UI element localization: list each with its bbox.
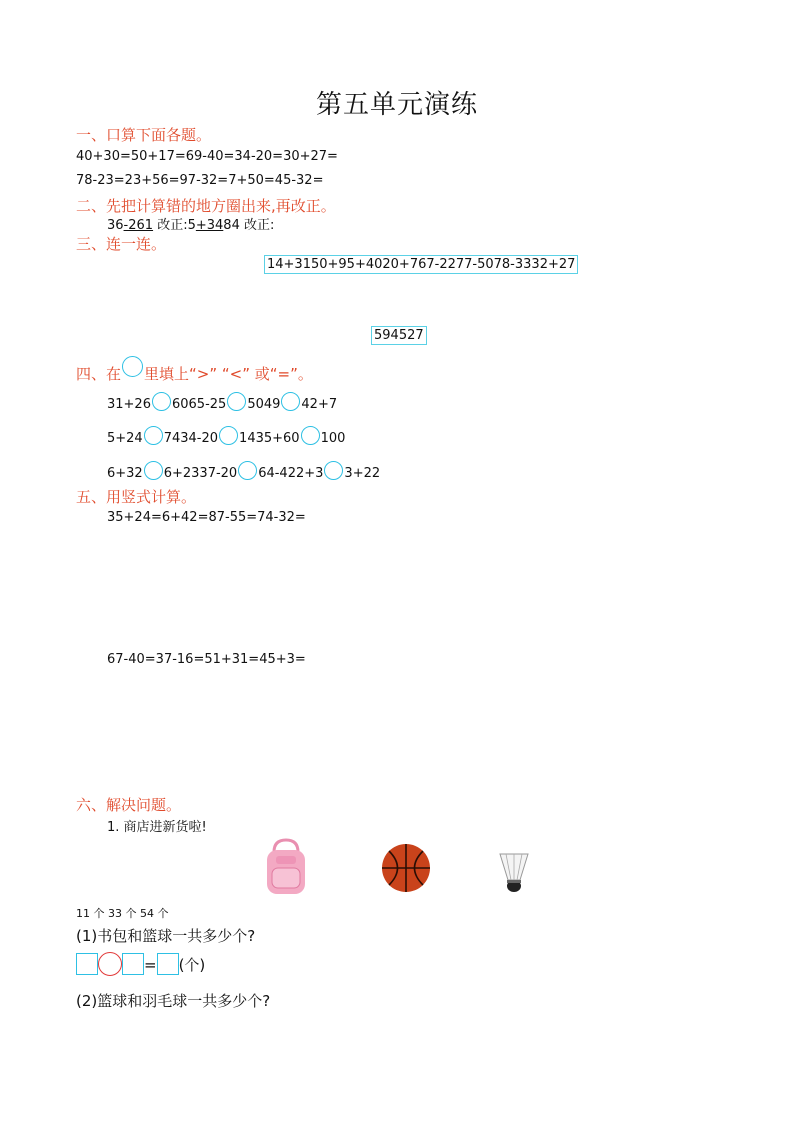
unit-label: (个)	[178, 956, 206, 974]
operator-circle-input[interactable]	[98, 952, 122, 976]
compare-item: 100	[320, 431, 346, 446]
oral-calc-line-2: 78-23=23+56=97-32=7+50=45-32=	[76, 173, 324, 188]
answer-equation	[76, 952, 205, 976]
schoolbag-icon	[262, 838, 310, 896]
question-1: 1. 商店进新货啦!	[107, 820, 207, 835]
compare-row-3	[107, 461, 380, 481]
sub-question-1: (1)书包和篮球一共多少个?	[76, 927, 256, 945]
circle-placeholder-icon	[122, 356, 143, 377]
section-2-heading: 二、先把计算错的地方圈出来,再改正。	[76, 197, 336, 215]
vertical-calc-line-2: 67-40=37-16=51+31=45+3=	[107, 652, 306, 667]
compare-item: 1435+60	[239, 431, 300, 446]
compare-circle-input[interactable]	[144, 426, 163, 445]
shuttlecock-icon	[496, 850, 532, 894]
match-top-box: 14+3150+95+4020+767-2277-5078-3332+27	[264, 255, 578, 274]
compare-circle-input[interactable]	[227, 392, 246, 411]
answer-box[interactable]	[157, 953, 179, 975]
compare-item: 5049	[247, 397, 281, 412]
page-title: 第五单元演练	[315, 90, 478, 120]
compare-item: 64-422+3	[258, 466, 324, 481]
section-4-heading-post: 里填上“>” “<” 或“=”。	[144, 365, 313, 383]
correction-line	[107, 214, 274, 233]
section-5-heading: 五、用竖式计算。	[76, 488, 197, 506]
compare-row-1	[107, 392, 337, 412]
section-1-heading: 一、口算下面各题。	[76, 126, 212, 144]
oral-calc-line-1: 40+30=50+17=69-40=34-20=30+27=	[76, 149, 338, 164]
compare-circle-input[interactable]	[144, 461, 163, 480]
compare-item: 7434-20	[163, 431, 219, 446]
correction-num-1: 36	[107, 218, 124, 233]
basketball-icon	[380, 842, 432, 894]
compare-item: 3+22	[344, 466, 381, 481]
compare-circle-input[interactable]	[219, 426, 238, 445]
compare-item: 6065-25	[171, 397, 227, 412]
sub-question-2: (2)篮球和羽毛球一共多少个?	[76, 992, 271, 1010]
correction-num-3: +34	[195, 218, 224, 233]
correction-label-2: 84 改正:	[223, 218, 275, 233]
section-4-heading	[76, 356, 313, 384]
compare-item: 5+24	[107, 431, 143, 446]
compare-item: 42+7	[301, 397, 338, 412]
compare-circle-input[interactable]	[301, 426, 320, 445]
match-bottom-box: 594527	[371, 326, 427, 345]
answer-box[interactable]	[76, 953, 98, 975]
compare-circle-input[interactable]	[281, 392, 300, 411]
item-counts: 11 个 33 个 54 个	[76, 907, 169, 920]
section-3-heading: 三、连一连。	[76, 235, 167, 253]
correction-label-1: 改正:5	[153, 218, 196, 233]
correction-num-2: -261	[123, 218, 154, 233]
compare-circle-input[interactable]	[238, 461, 257, 480]
vertical-calc-line-1: 35+24=6+42=87-55=74-32=	[107, 510, 306, 525]
section-6-heading: 六、解决问题。	[76, 796, 182, 814]
section-4-heading-pre: 四、在	[76, 365, 122, 383]
equals-sign: =	[144, 956, 157, 974]
compare-circle-input[interactable]	[324, 461, 343, 480]
answer-box[interactable]	[122, 953, 144, 975]
compare-item: 31+26	[107, 397, 151, 412]
compare-item: 6+32	[107, 466, 143, 481]
compare-circle-input[interactable]	[152, 392, 171, 411]
compare-item: 6+2337-20	[163, 466, 238, 481]
compare-row-2	[107, 426, 345, 446]
